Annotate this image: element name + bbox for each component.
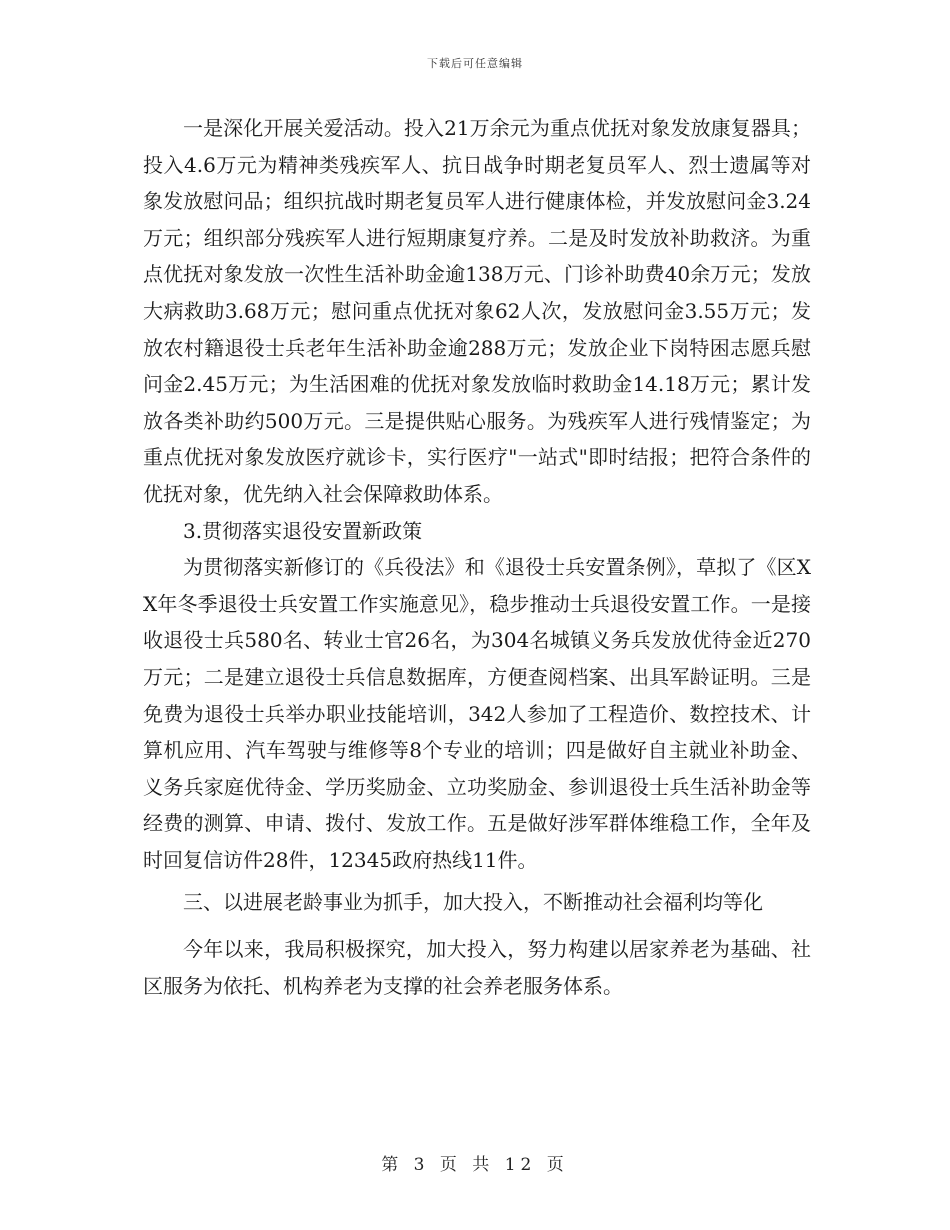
page-footer: 第 3 页 共 12 页: [381, 1155, 569, 1175]
paragraph-veteran-resettlement: 为贯彻落实新修订的《兵役法》和《退役士兵安置条例》，草拟了《区XX年冬季退役士兵安置工作实施意见》，稳步推动士兵退役安置工作。一是接收退役士兵580名、转业士官26名，为304名城镇义务兵发放优待金近270万元；二是建立退役士兵信息数据库，方便查阅档案、出具军龄证明。三是免费为退役士兵举办职业技能培训，342人参加了工程造价、数控技术、计算机应用、汽车驾驶与维修等8个专业的培训；四是做好自主就业补助金、义务兵家庭优待金、学历奖励金、立功奖励金、参训退役士兵生活补助金等经费的测算、申请、拨付、发放工作。五是做好涉军群体维稳工作，全年及时回复信访件28件，12345政府热线11件。: [143, 555, 811, 872]
section-heading-elderly: 三、以进展老龄事业为抓手，加大投入，不断推动社会福利均等化: [183, 890, 763, 915]
document-body: [143, 110, 811, 1004]
subheading-veteran-policy: 3.贯彻落实退役安置新政策: [183, 518, 423, 543]
paragraph-elderly-services: 今年以来，我局积极探究，加大投入，努力构建以居家养老为基础、社区服务为依托、机构养老为支撑的社会养老服务体系。: [143, 937, 811, 998]
page-header: 下载后可任意编辑: [427, 57, 523, 70]
paragraph-care-activities: 一是深化开展关爱活动。投入21万余元为重点优抚对象发放康复器具；投入4.6万元为精神类残疾军人、抗日战争时期老复员军人、烈士遗属等对象发放慰问品；组织抗战时期老复员军人进行健康体检，并发放慰问金3.24万元；组织部分残疾军人进行短期康复疗养。二是及时发放补助救济。为重点优抚对象发放一次性生活补助金逾138万元、门诊补助费40余万元；发放大病救助3.68万元；慰问重点优抚对象62人次，发放慰问金3.55万元；发放农村籍退役士兵老年生活补助金逾288万元；发放企业下岗特困志愿兵慰问金2.45万元；为生活困难的优抚对象发放临时救助金14.18万元；累计发放各类补助约500万元。三是提供贴心服务。为残疾军人进行残情鉴定；为重点优抚对象发放医疗就诊卡，实行医疗"一站式"即时结报；把符合条件的优抚对象，优先纳入社会保障救助体系。: [143, 116, 811, 506]
